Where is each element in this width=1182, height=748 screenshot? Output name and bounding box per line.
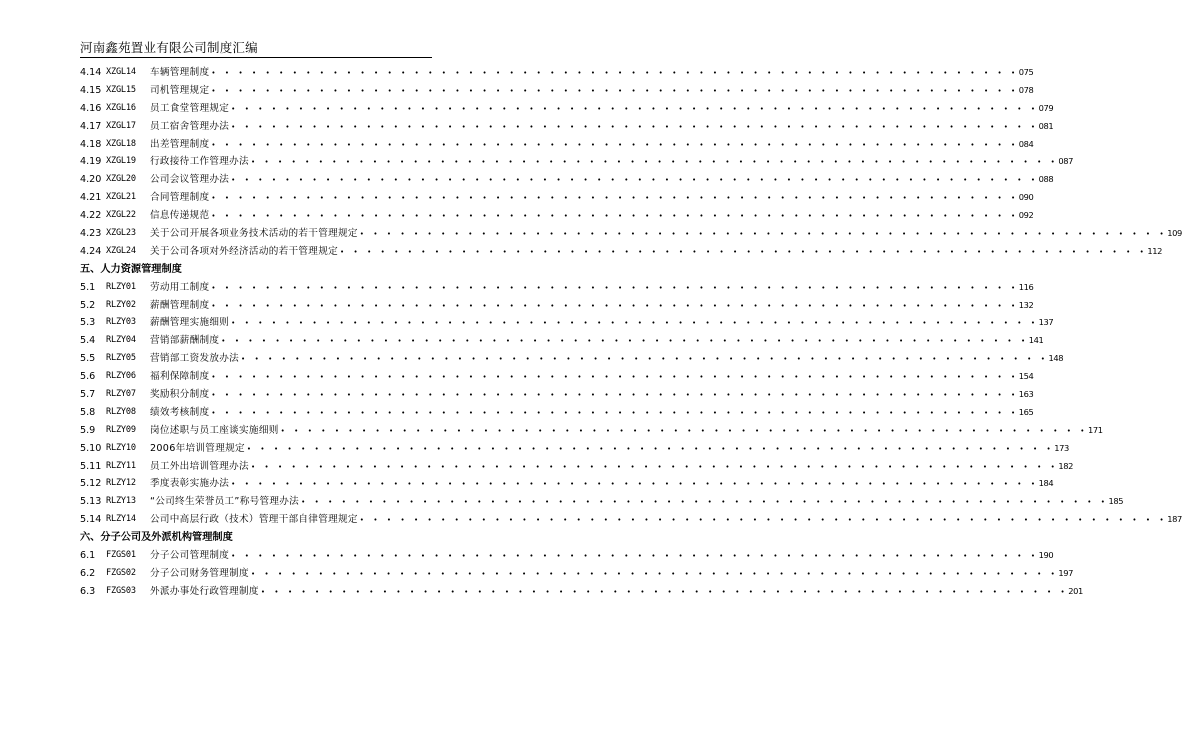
entry-title: 司机管理规定: [150, 84, 210, 96]
entry-number: 6.2: [80, 567, 96, 579]
entry-title: 关于公司开展各项业务技术活动的若干管理规定: [150, 228, 358, 240]
entry-title: 福利保障制度: [150, 371, 210, 383]
toc-entry: [80, 547, 1054, 565]
dot-leader: • • • • • • • • • • • • • • • • • • • • • • • • • • • • • • • • • • • • • • • • • • • • • • • • • • • • • • • • • • • •: [211, 194, 1019, 203]
entry-number: 4.16: [80, 102, 102, 114]
dot-leader: • • • • • • • • • • • • • • • • • • • • • • • • • • • • • • • • • • • • • • • • • • • • • • • • • • • • • • • • • • • •: [280, 426, 1089, 435]
entry-title: 行政接待工作管理办法: [150, 156, 249, 168]
entry-title: 信息传递规范: [150, 210, 210, 222]
dot-leader: • • • • • • • • • • • • • • • • • • • • • • • • • • • • • • • • • • • • • • • • • • • • • • • • • • • • • • • • • • • •: [221, 337, 1029, 346]
entry-code: RLZY01: [106, 281, 136, 292]
entry-number: 5.14: [80, 514, 102, 526]
entry-page-number: 092: [1018, 210, 1034, 221]
entry-page-number: 154: [1018, 371, 1034, 382]
entry-code: XZGL16: [106, 102, 136, 113]
entry-code: XZGL24: [106, 245, 136, 256]
entry-page-number: 078: [1018, 84, 1034, 95]
entry-number: 4.15: [80, 84, 102, 96]
entry-page-number: 079: [1038, 102, 1054, 113]
entry-code: RLZY02: [106, 299, 136, 310]
entry-page-number: 075: [1018, 67, 1034, 77]
dot-leader: • • • • • • • • • • • • • • • • • • • • • • • • • • • • • • • • • • • • • • • • • • • • • • • • • • • • • • • • • • • •: [241, 355, 1049, 364]
dot-leader: • • • • • • • • • • • • • • • • • • • • • • • • • • • • • • • • • • • • • • • • • • • • • • • • • • • • • • • • • • • •: [211, 373, 1019, 382]
entry-code: RLZY07: [106, 389, 136, 400]
entry-title: 奖励积分制度: [150, 389, 210, 401]
dot-leader: • • • • • • • • • • • • • • • • • • • • • • • • • • • • • • • • • • • • • • • • • • • • • • • • • • • • • • • • • • • •: [211, 408, 1019, 417]
entry-page-number: 173: [1054, 442, 1069, 453]
entry-title: 绩效考核制度: [150, 406, 210, 418]
entry-number: 5.12: [80, 478, 102, 490]
entry-code: FZGS01: [106, 550, 136, 561]
entry-page-number: 137: [1038, 317, 1054, 328]
entry-code: XZGL18: [106, 138, 136, 149]
entry-code: RLZY04: [106, 335, 136, 346]
dot-leader: • • • • • • • • • • • • • • • • • • • • • • • • • • • • • • • • • • • • • • • • • • • • • • • • • • • • • • • • • • • •: [250, 462, 1059, 471]
entry-number: 4.20: [80, 174, 102, 186]
entry-code: XZGL20: [106, 174, 136, 185]
entry-number: 5.4: [80, 335, 96, 347]
entry-page-number: 190: [1038, 550, 1054, 561]
header-rule: [80, 57, 432, 58]
entry-title: 员工食堂管理规定: [150, 102, 230, 114]
entry-title: 员工外出培训管理办法: [150, 460, 249, 472]
entry-number: 5.1: [80, 281, 96, 293]
entry-code: RLZY12: [106, 478, 136, 489]
toc-entry: [80, 82, 1034, 100]
dot-leader: • • • • • • • • • • • • • • • • • • • • • • • • • • • • • • • • • • • • • • • • • • • • • • • • • • • • • • • • • • • •: [211, 212, 1019, 221]
entry-code: FZGS03: [106, 585, 136, 596]
entry-number: 4.24: [80, 245, 102, 257]
entry-title: 薪酬管理制度: [150, 299, 210, 311]
entry-title: 分子公司管理制度: [150, 550, 230, 562]
entry-page-number: 148: [1048, 353, 1064, 364]
table-of-contents: [80, 64, 1182, 601]
toc-entry: [80, 64, 1034, 82]
entry-number: 5.6: [80, 371, 96, 383]
entry-title: 关于公司各项对外经济活动的若干管理规定: [150, 245, 338, 257]
entry-page-number: 165: [1018, 406, 1034, 417]
dot-leader: • • • • • • • • • • • • • • • • • • • • • • • • • • • • • • • • • • • • • • • • • • • • • • • • • • • • • • • • • • • •: [231, 319, 1039, 328]
entry-code: RLZY14: [106, 514, 136, 525]
entry-number: 4.18: [80, 138, 102, 150]
entry-page-number: 090: [1018, 192, 1034, 203]
entry-code: RLZY09: [106, 424, 136, 435]
entry-title: 公司会议管理办法: [150, 174, 230, 186]
toc-entry: [80, 404, 1034, 422]
entry-title: 劳动用工制度: [150, 281, 210, 293]
entry-number: 5.10: [80, 442, 102, 454]
entry-page-number: 187: [1167, 514, 1182, 525]
toc-entry: [80, 314, 1054, 332]
entry-code: RLZY10: [106, 442, 136, 453]
toc-entry: [80, 225, 1182, 243]
toc-entry: [80, 475, 1054, 493]
toc-entry: [80, 207, 1034, 225]
dot-leader: • • • • • • • • • • • • • • • • • • • • • • • • • • • • • • • • • • • • • • • • • • • • • • • • • • • • • • • • • • • •: [211, 391, 1019, 400]
entry-number: 5.3: [80, 317, 96, 329]
toc-entry: [80, 386, 1034, 404]
toc-entry: [80, 440, 1069, 458]
entry-page-number: 116: [1018, 281, 1034, 292]
entry-number: 5.2: [80, 299, 96, 311]
entry-code: XZGL22: [106, 210, 136, 221]
entry-page-number: 184: [1038, 478, 1054, 489]
toc-entry: [80, 279, 1034, 297]
entry-code: XZGL15: [106, 84, 136, 95]
entry-page-number: 141: [1028, 335, 1044, 346]
dot-leader: • • • • • • • • • • • • • • • • • • • • • • • • • • • • • • • • • • • • • • • • • • • • • • • • • • • • • • • • • • • •: [211, 140, 1019, 149]
dot-leader: • • • • • • • • • • • • • • • • • • • • • • • • • • • • • • • • • • • • • • • • • • • • • • • • • • • • • • • • • • • •: [211, 301, 1019, 310]
section-heading: 六、分子公司及外派机构管理制度: [80, 532, 233, 544]
entry-title: 2006年培训管理规定: [150, 442, 245, 454]
entry-page-number: 109: [1167, 228, 1182, 239]
toc-entry: [80, 297, 1034, 315]
toc-entry: [80, 100, 1054, 118]
toc-entry: [80, 458, 1073, 476]
entry-number: 6.1: [80, 550, 96, 562]
toc-entry: [80, 171, 1054, 189]
dot-leader: • • • • • • • • • • • • • • • • • • • • • • • • • • • • • • • • • • • • • • • • • • • • • • • • • • • • • • • • • • • •: [359, 230, 1168, 239]
toc-entry: [80, 583, 1083, 601]
entry-page-number: 112: [1147, 245, 1163, 256]
entry-code: RLZY11: [106, 460, 136, 471]
entry-code: XZGL23: [106, 228, 136, 239]
toc-entry: [80, 332, 1044, 350]
entry-title: 员工宿舍管理办法: [150, 120, 230, 132]
entry-title: “公司终生荣誉员工”称号管理办法: [150, 496, 300, 508]
entry-page-number: 081: [1038, 120, 1054, 131]
toc-entry: [80, 189, 1034, 207]
dot-leader: • • • • • • • • • • • • • • • • • • • • • • • • • • • • • • • • • • • • • • • • • • • • • • • • • • • • • • • • • • • •: [231, 176, 1039, 185]
entry-number: 5.13: [80, 496, 102, 508]
toc-entry: [80, 511, 1182, 529]
entry-number: 5.8: [80, 406, 96, 418]
dot-leader: • • • • • • • • • • • • • • • • • • • • • • • • • • • • • • • • • • • • • • • • • • • • • • • • • • • • • • • • • • • •: [231, 104, 1039, 113]
entry-code: XZGL21: [106, 192, 136, 203]
dot-leader: • • • • • • • • • • • • • • • • • • • • • • • • • • • • • • • • • • • • • • • • • • • • • • • • • • • • • • • • • • • •: [211, 86, 1019, 95]
toc-entry: [80, 243, 1163, 261]
entry-number: 4.21: [80, 192, 102, 204]
entry-code: RLZY03: [106, 317, 136, 328]
dot-leader: • • • • • • • • • • • • • • • • • • • • • • • • • • • • • • • • • • • • • • • • • • • • • • • • • • • • • • • • • • • •: [246, 444, 1055, 453]
entry-number: 5.11: [80, 460, 102, 472]
entry-title: 营销部工资发放办法: [150, 353, 240, 365]
entry-title: 薪酬管理实施细则: [150, 317, 230, 329]
toc-entry: [80, 153, 1073, 171]
toc-entry: [80, 368, 1034, 386]
entry-title: 分子公司财务管理制度: [150, 567, 249, 579]
entry-title: 岗位述职与员工座谈实施细则: [150, 424, 279, 436]
entry-code: XZGL14: [106, 67, 136, 77]
entry-page-number: 084: [1018, 138, 1034, 149]
toc-entry: [80, 118, 1054, 136]
entry-number: 4.14: [80, 67, 102, 78]
entry-code: RLZY05: [106, 353, 136, 364]
entry-title: 出差管理制度: [150, 138, 210, 150]
entry-page-number: 171: [1088, 424, 1103, 435]
entry-title: 合同管理制度: [150, 192, 210, 204]
entry-number: 5.9: [80, 424, 96, 436]
entry-page-number: 185: [1108, 496, 1124, 507]
entry-page-number: 182: [1058, 460, 1073, 471]
dot-leader: • • • • • • • • • • • • • • • • • • • • • • • • • • • • • • • • • • • • • • • • • • • • • • • • • • • • • • • • • • • •: [231, 552, 1039, 561]
toc-entry: [80, 493, 1124, 511]
entry-number: 5.5: [80, 353, 96, 365]
entry-title: 季度表彰实施办法: [150, 478, 230, 490]
dot-leader: • • • • • • • • • • • • • • • • • • • • • • • • • • • • • • • • • • • • • • • • • • • • • • • • • • • • • • • • • • • •: [231, 122, 1039, 131]
entry-code: RLZY13: [106, 496, 136, 507]
entry-code: RLZY08: [106, 406, 136, 417]
entry-code: RLZY06: [106, 371, 136, 382]
entry-page-number: 088: [1038, 174, 1054, 185]
entry-code: FZGS02: [106, 567, 136, 578]
entry-number: 4.17: [80, 120, 102, 132]
dot-leader: • • • • • • • • • • • • • • • • • • • • • • • • • • • • • • • • • • • • • • • • • • • • • • • • • • • • • • • • • • • •: [260, 587, 1069, 596]
entry-number: 4.23: [80, 228, 102, 240]
dot-leader: • • • • • • • • • • • • • • • • • • • • • • • • • • • • • • • • • • • • • • • • • • • • • • • • • • • • • • • • • • • •: [211, 69, 1019, 77]
dot-leader: • • • • • • • • • • • • • • • • • • • • • • • • • • • • • • • • • • • • • • • • • • • • • • • • • • • • • • • • • • • •: [250, 158, 1059, 167]
entry-title: 车辆管理制度: [150, 67, 210, 78]
dot-leader: • • • • • • • • • • • • • • • • • • • • • • • • • • • • • • • • • • • • • • • • • • • • • • • • • • • • • • • • • • • •: [231, 480, 1039, 489]
entry-code: XZGL19: [106, 156, 136, 167]
dot-leader: • • • • • • • • • • • • • • • • • • • • • • • • • • • • • • • • • • • • • • • • • • • • • • • • • • • • • • • • • • • •: [301, 498, 1109, 507]
entry-code: XZGL17: [106, 120, 136, 131]
entry-title: 营销部薪酬制度: [150, 335, 220, 347]
toc-entry: [80, 565, 1073, 583]
toc-entry: [80, 422, 1103, 440]
entry-page-number: 132: [1018, 299, 1034, 310]
dot-leader: • • • • • • • • • • • • • • • • • • • • • • • • • • • • • • • • • • • • • • • • • • • • • • • • • • • • • • • • • • • •: [250, 569, 1059, 578]
entry-title: 外派办事处行政管理制度: [150, 585, 259, 597]
dot-leader: • • • • • • • • • • • • • • • • • • • • • • • • • • • • • • • • • • • • • • • • • • • • • • • • • • • • • • • • • • • •: [211, 283, 1019, 292]
entry-number: 5.7: [80, 389, 96, 401]
entry-number: 4.22: [80, 210, 102, 222]
entry-number: 4.19: [80, 156, 102, 168]
entry-title: 公司中高层行政（技术）管理干部自律管理规定: [150, 514, 358, 526]
toc-entry: [80, 136, 1034, 154]
entry-page-number: 087: [1058, 156, 1073, 167]
entry-page-number: 201: [1068, 585, 1083, 596]
section-heading: 五、人力资源管理制度: [80, 263, 182, 275]
entry-number: 6.3: [80, 585, 96, 597]
entry-page-number: 163: [1018, 389, 1034, 400]
entry-page-number: 197: [1058, 567, 1073, 578]
toc-entry: [80, 350, 1064, 368]
dot-leader: • • • • • • • • • • • • • • • • • • • • • • • • • • • • • • • • • • • • • • • • • • • • • • • • • • • • • • • • • • • •: [359, 516, 1168, 525]
document-header-title: 河南鑫苑置业有限公司制度汇编: [80, 40, 258, 55]
dot-leader: • • • • • • • • • • • • • • • • • • • • • • • • • • • • • • • • • • • • • • • • • • • • • • • • • • • • • • • • • • • •: [339, 247, 1148, 256]
